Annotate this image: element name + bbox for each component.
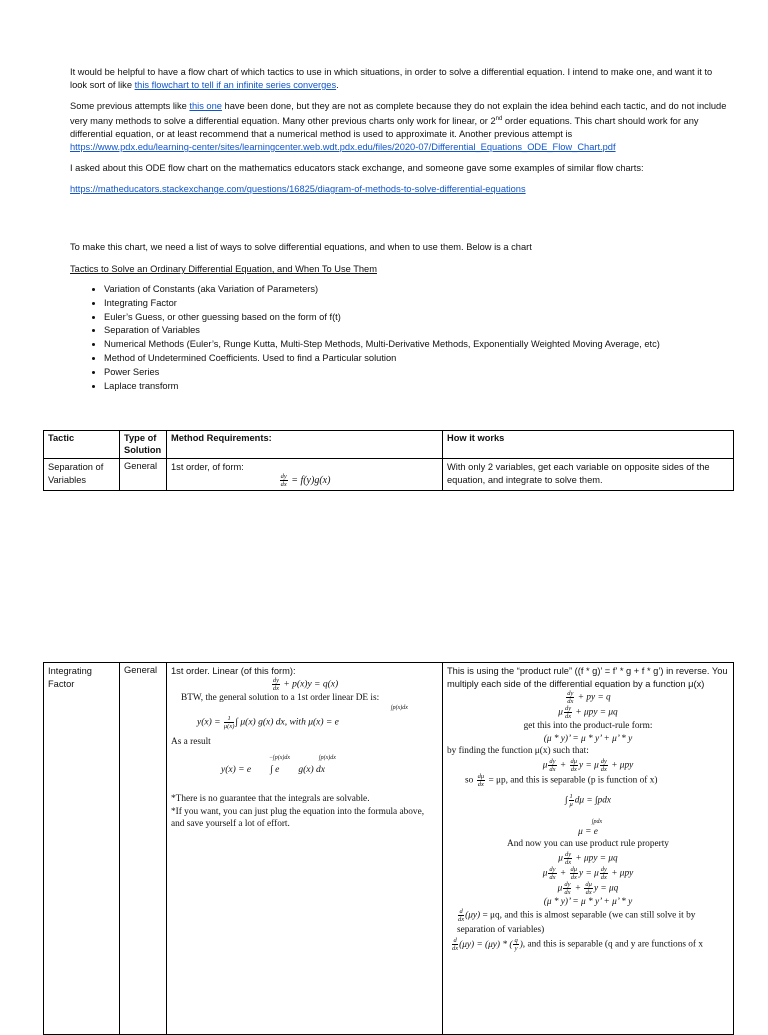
type-cell: General: [120, 459, 167, 491]
list-item: • Laplace transform: [104, 380, 730, 394]
col-header-type: Type of Solution: [120, 431, 167, 459]
intro-paragraph-2: Some previous attempts like this one have been done, but they are not as complete because they do not explain the idea behind each tactic, and do not include very many methods to solve a differential equation. Many other previous charts only work for linear, or 2nd order equations. This chart should work for any differential equation, or at least recommend that a numerical method is used to approximate it. Another previous attempt is https://www.pdx.edu/learning-center/sites/learningcenter.web.wdt.pdx.edu/files/2020-07/Differential_Equations_ODE_Flow_Chart.pdf: [70, 100, 730, 154]
tactics-table-bottom: [43, 662, 734, 1035]
tactic-cell: Separation of Variables: [44, 459, 120, 491]
tactics-heading: Tactics to Solve an Ordinary Differential Equation, and When To Use Them: [70, 264, 377, 275]
requirements-cell: 1st order, of form: $\frac{dy}{dx}$ = f(y)g(x): [167, 459, 443, 491]
document-page: [70, 66, 730, 393]
requirements-cell: 1st order. Linear (of this form): $\frac{dy}{dx}$ + p(x)y = q(x) BTW, the general solution to a 1st order linear DE is: y(x) = $\frac{1}{\mu(x)}$ ∫ μ(x) g(x) dx, with μ(x) = e ∫p(x)dx As a result −∫p(x)dx ∫p(x)dx y(x) = e ∫ e g(x) dx *There is no guarantee that the integrals are solvable. *If you want, you can just plug the equation into the formula above, and save yourself a lot of effort.: [167, 663, 443, 1035]
this-one-link[interactable]: this one: [189, 101, 222, 111]
list-item: • Numerical Methods (Euler’s, Runge Kutta, Multi-Step Methods, Multi-Derivative Methods, Exponentially Weighted Moving Average, etc): [104, 338, 730, 352]
intro-paragraph-1: It would be helpful to have a flow chart of which tactics to use in which situations, in order to solve a differential equation. I intend to make one, and want it to look sort of like this flowchart to tell if an infinite series converges.: [70, 67, 713, 90]
how-cell: This is using the “product rule” ((f * g)’ = f’ * g + f * g’) in reverse. You multiply each side of the differential equation by a function μ(x) $\frac{dy}{dx}$ + py = q μ $\frac{dy}{dx}$ + μpy = μq get this into the product-rule form: (μ * y)’ = μ * y’ + μ’ * y by finding the function μ(x) such that: μ $\frac{dy}{dx}$ + $\frac{d\mu}{dx}$ y = μ $\frac{dy}{dx}$ + μpy so $\frac{d\mu}{dx}$ = μp, and this is separable (p is function of x) ∫ $\frac{1}{\mu}$ dμ = ∫pdx ∫pdx μ = e And now you can use product rule property μ $\frac{dy}{dx}$ + μpy = μq μ $\frac{dy}{dx}$ + $\frac{d\mu}{dx}$ y = μ $\frac{dy}{dx}$ + μpy μ $\frac{dy}{dx}$ + $\frac{d\mu}{dx}$ y = μq (μ * y)’ = μ * y’ + μ’ * y $\frac{d}{dx}$ (μy) = μq, and this is almost separable (we can still solve it by separation of variables) $\frac{d}{dx}$ (μy) = (μy) * ( $\frac{q}{y}$ ), and this is separable (q and y are functions of x: [443, 663, 734, 1035]
tactic-cell: Integrating Factor: [44, 663, 120, 1035]
list-item: • Variation of Constants (aka Variation of Parameters): [104, 283, 730, 297]
matheducators-link[interactable]: https://matheducators.stackexchange.com/questions/16825/diagram-of-methods-to-solve-differential-equations: [70, 184, 526, 195]
list-item: • Integrating Factor: [104, 297, 730, 311]
how-cell: With only 2 variables, get each variable on opposite sides of the equation, and integrate to solve them.: [443, 459, 734, 491]
col-header-requirements: Method Requirements:: [167, 431, 443, 459]
intro-paragraph-4: To make this chart, we need a list of ways to solve differential equations, and when to use them. Below is a chart: [70, 242, 532, 253]
infinite-series-flowchart-link[interactable]: this flowchart to tell if an infinite series converges: [134, 80, 337, 90]
tactics-table-top: [43, 430, 734, 491]
list-item: • Power Series: [104, 366, 730, 380]
tactics-list: [70, 283, 730, 393]
col-header-how: How it works: [443, 431, 734, 459]
table-row: [44, 459, 734, 491]
list-item: • Euler’s Guess, or other guessing based on the form of f(t): [104, 311, 730, 325]
pdx-flow-chart-link[interactable]: https://www.pdx.edu/learning-center/sites/learningcenter.web.wdt.pdx.edu/files/2020-07/Differential_Equations_ODE_Flow_Chart.pdf: [70, 142, 616, 153]
list-item: • Method of Undetermined Coefficients. Used to find a Particular solution: [104, 352, 730, 366]
type-cell: General: [120, 663, 167, 1035]
col-header-tactic: Tactic: [44, 431, 120, 459]
intro-paragraph-3: I asked about this ODE flow chart on the mathematics educators stack exchange, and someone gave some examples of similar flow charts:: [70, 163, 644, 174]
table-row: [44, 663, 734, 1035]
list-item: • Separation of Variables: [104, 324, 730, 338]
table-header-row: [44, 431, 734, 459]
